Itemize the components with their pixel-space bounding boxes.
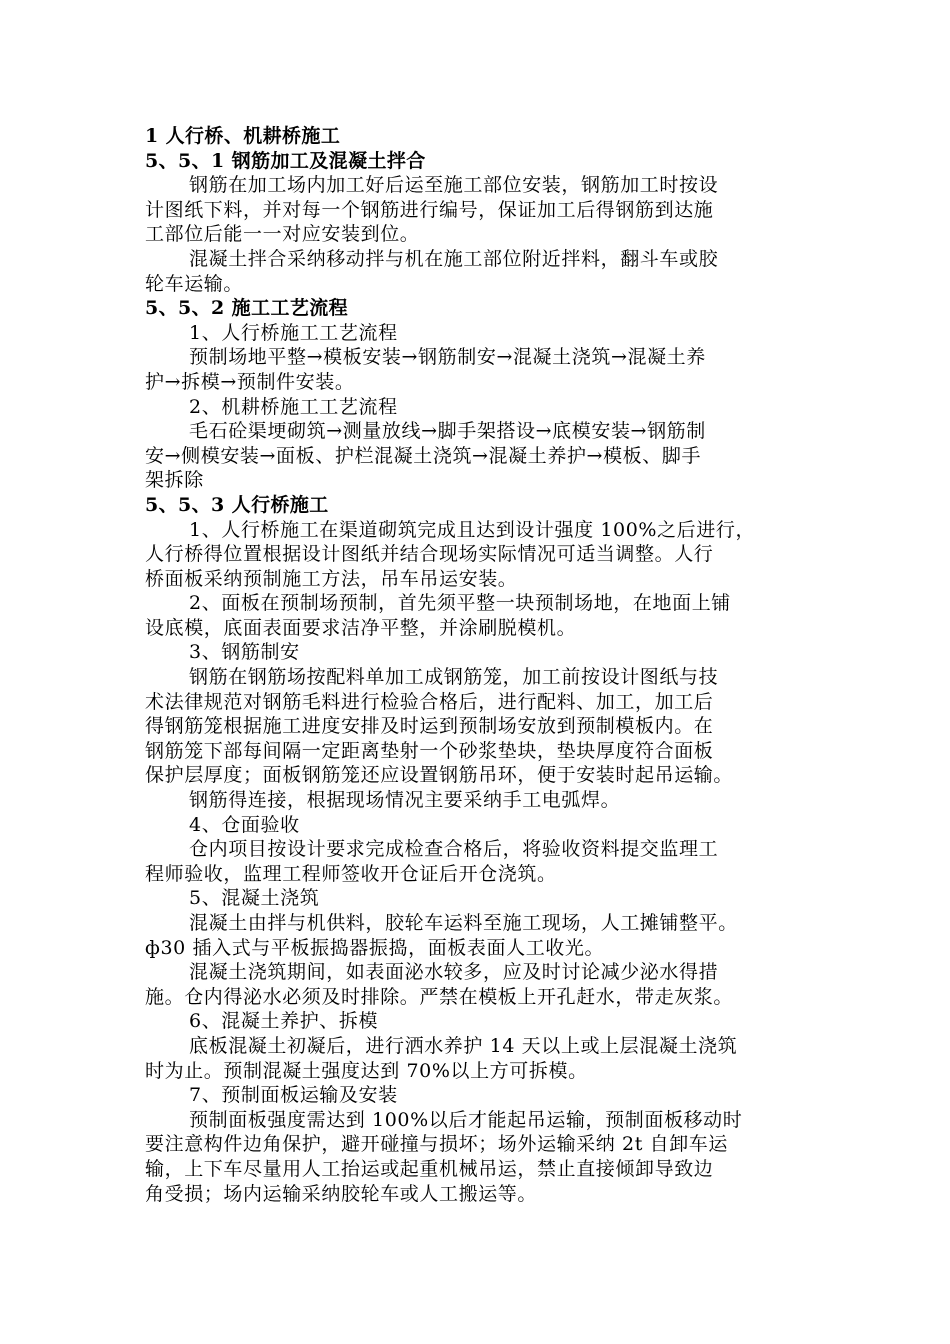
paragraph-line: 架拆除 [145,469,204,492]
paragraph-line: 时为止。预制混凝土强度达到 70%以上方可拆模。 [145,1059,588,1082]
paragraph-line: 钢筋在钢筋场按配料单加工成钢筋笼，加工前按设计图纸与技 [189,666,719,689]
section-heading: 5、5、2 施工工艺流程 [145,297,349,320]
paragraph-line: 要注意构件边角保护，避开碰撞与损坏；场外运输采纳 2t 自卸车运 [145,1133,729,1156]
paragraph-line: 6、混凝土养护、拆模 [189,1010,379,1033]
paragraph-line: 1、人行桥施工工艺流程 [189,321,398,344]
paragraph-line: 5、混凝土浇筑 [189,887,320,910]
paragraph-line: 安→侧模安装→面板、护栏混凝土浇筑→混凝土养护→模板、脚手 [145,444,702,467]
paragraph-line: 轮车运输。 [145,272,244,295]
paragraph-line: 保护层厚度；面板钢筋笼还应设置钢筋吊环，便于安装时起吊运输。 [145,764,734,787]
paragraph-line: 施。仓内得泌水必须及时排除。严禁在模板上开孔赶水，带走灰浆。 [145,985,734,1008]
paragraph-line: 钢筋笼下部每间隔一定距离垫射一个砂浆垫块，垫块厚度符合面板 [145,739,714,762]
paragraph-line: 仓内项目按设计要求完成检查合格后，将验收资料提交监理工 [189,838,719,861]
paragraph-line: 护→拆模→预制件安装。 [145,370,355,393]
paragraph-line: 2、面板在预制场预制，首先须平整一块预制场地，在地面上铺 [189,592,731,615]
paragraph-line: 底板混凝土初凝后，进行洒水养护 14 天以上或上层混凝土浇筑 [189,1034,738,1057]
paragraph-line: 程师验收，监理工程师签收开仓证后开仓浇筑。 [145,862,557,885]
paragraph-line: 混凝土由拌与机供料，胶轮车运料至施工现场，人工摊铺整平。 [189,912,738,934]
paragraph-line: 2、机耕桥施工工艺流程 [189,395,398,418]
paragraph-line: 人行桥得位置根据设计图纸并结合现场实际情况可适当调整。人行 [145,543,714,566]
section-heading: 5、5、3 人行桥施工 [145,493,329,516]
paragraph-line: 输，上下车尽量用人工抬运或起重机械吊运，禁止直接倾卸导致边 [145,1157,714,1180]
paragraph-line: 7、预制面板运输及安装 [189,1084,398,1107]
paragraph-line: 工部位后能一一对应安装到位。 [145,223,420,246]
section-heading: 1 人行桥、机耕桥施工 [145,125,341,147]
paragraph-line: 1、人行桥施工在渠道砌筑完成且达到设计强度 100%之后进行， [189,518,756,541]
paragraph-line: 角受损；场内运输采纳胶轮车或人工搬运等。 [145,1182,538,1205]
paragraph-line: 设底模，底面表面要求洁净平整，并涂刷脱模机。 [145,616,577,639]
paragraph-line: 术法律规范对钢筋毛料进行检验合格后，进行配料、加工，加工后 [145,690,714,713]
paragraph-line: 得钢筋笼根据施工进度安排及时运到预制场安放到预制模板内。在 [145,715,714,738]
paragraph-line: 3、钢筋制安 [189,641,300,664]
paragraph-line: 预制场地平整→模板安装→钢筋制安→混凝土浇筑→混凝土养 [189,346,706,369]
paragraph-line: 混凝土浇筑期间，如表面泌水较多，应及时讨论减少泌水得措 [189,961,719,984]
paragraph-line: 混凝土拌合采纳移动拌与机在施工部位附近拌料，翻斗车或胶 [189,247,719,270]
paragraph-line: 预制面板强度需达到 100%以后才能起吊运输，预制面板移动时 [189,1108,743,1131]
document-page [145,124,820,1206]
paragraph-line: 桥面板采纳预制施工方法，吊车吊运安装。 [145,567,518,590]
paragraph-line: 4、仓面验收 [189,813,300,836]
paragraph-line: 钢筋得连接，根据现场情况主要采纳手工电弧焊。 [189,789,621,812]
paragraph-line: 毛石砼渠埂砌筑→测量放线→脚手架搭设→底模安装→钢筋制 [189,420,706,443]
paragraph-line: 钢筋在加工场内加工好后运至施工部位安装，钢筋加工时按设 [189,174,719,197]
section-heading: 5、5、1 钢筋加工及混凝土拌合 [145,149,426,172]
paragraph-line: ф30 插入式与平板振捣器振捣，面板表面人工收光。 [145,936,605,959]
paragraph-line: 计图纸下料，并对每一个钢筋进行编号，保证加工后得钢筋到达施 [145,198,714,221]
